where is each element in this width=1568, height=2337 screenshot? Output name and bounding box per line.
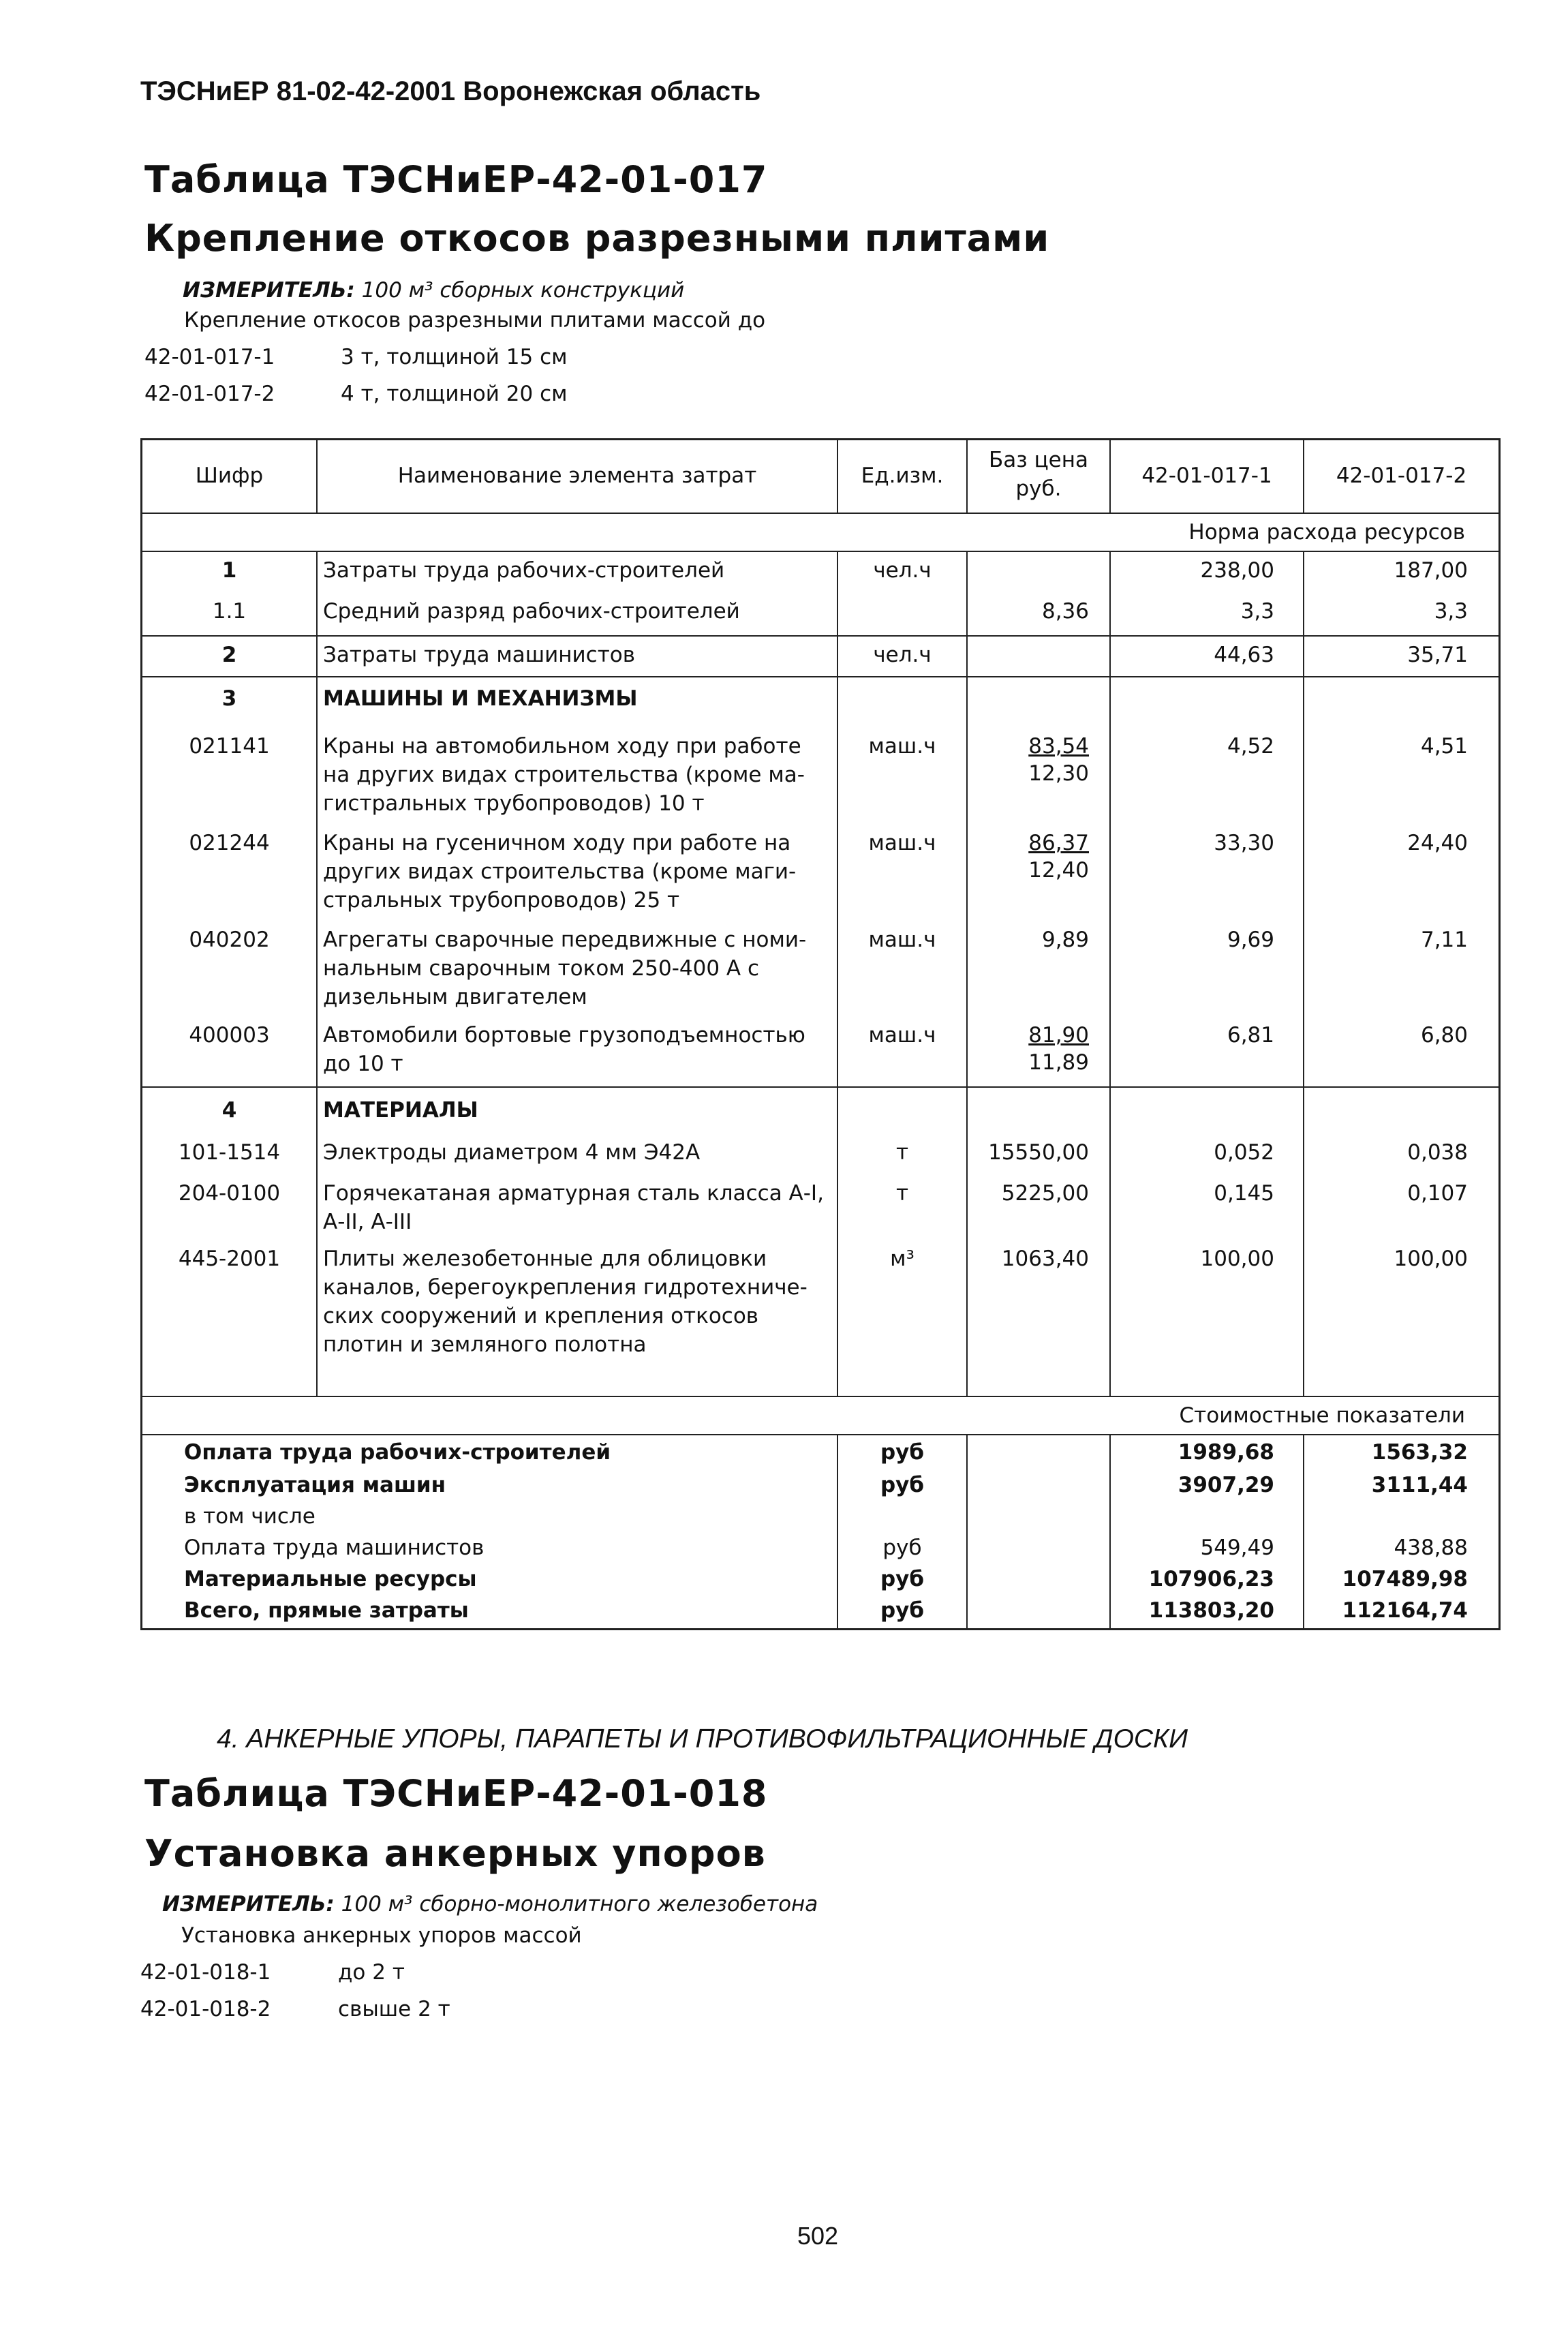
- row-unit: чел.ч: [873, 643, 932, 667]
- row-name: Автомобили бортовые грузоподъемностью до 10 т: [323, 1023, 805, 1076]
- row-name: Средний разряд рабочих-строителей: [323, 599, 740, 624]
- row-price: 8,36: [1041, 599, 1089, 624]
- cost-header: Стоимостные показатели: [1179, 1403, 1465, 1428]
- row-value-2: 6,80: [1420, 1023, 1468, 1048]
- row-value-2: 100,00: [1394, 1247, 1468, 1271]
- row-code: 400003: [189, 1023, 270, 1048]
- row-value-2: 3,3: [1434, 599, 1468, 624]
- row-name: Краны на автомобильном ходу при работе на других видах строительства (кроме ма-гистральных трубопроводов) 10 т: [323, 734, 805, 816]
- row-price: 81,90: [1028, 1023, 1089, 1048]
- row-price: 86,37: [1028, 831, 1089, 855]
- row-code: 021244: [189, 831, 270, 855]
- table-description: Крепление откосов разрезными плитами массой до: [184, 308, 766, 333]
- row-value-2: 24,40: [1407, 831, 1468, 855]
- row-value-1: 9,69: [1227, 928, 1274, 952]
- column-header-unit: Ед.изм.: [861, 463, 944, 488]
- table-title: Таблица ТЭСНиЕР-42-01-018: [144, 1772, 768, 1815]
- norm-header: Норма расхода ресурсов: [1188, 520, 1465, 545]
- row-name: Горячекатаная арматурная сталь класса А-I, А-II, А-III: [323, 1181, 824, 1234]
- variant-code: 42-01-018-2: [140, 1997, 271, 2021]
- row-value-2: 4,51: [1420, 734, 1468, 759]
- meter-label: ИЗМЕРИТЕЛЬ:: [162, 1892, 335, 1916]
- column-header-code: Шифр: [195, 463, 264, 488]
- row-price: 5225,00: [1001, 1181, 1089, 1206]
- row-name: Плиты железобетонные для облицовки каналов, берегоукрепления гидротехниче-ских сооружений и крепления откосов плотин и земляного полотна: [323, 1247, 808, 1357]
- cost-name: Материальные ресурсы: [184, 1567, 477, 1591]
- table-subtitle: Установка анкерных упоров: [144, 1832, 766, 1875]
- row-price: 9,89: [1041, 928, 1089, 952]
- cost-value-1: 113803,20: [1148, 1598, 1274, 1623]
- cost-value-2: 1563,32: [1371, 1440, 1468, 1465]
- variant-code: 42-01-017-1: [144, 345, 275, 369]
- row-code: 040202: [189, 928, 270, 952]
- table-description: Установка анкерных упоров массой: [181, 1923, 582, 1948]
- cost-subnote: в том числе: [184, 1504, 316, 1529]
- column-header-price: Баз цена: [988, 448, 1089, 472]
- cost-unit: руб: [880, 1473, 925, 1497]
- row-value-2: 35,71: [1407, 643, 1468, 667]
- meter-value: 100 м³ сборных конструкций: [361, 278, 685, 303]
- row-price: 15550,00: [988, 1140, 1089, 1165]
- row-code: 1: [221, 558, 237, 583]
- cost-value-1: 107906,23: [1148, 1567, 1274, 1591]
- variant-code: 42-01-018-1: [140, 1960, 271, 1985]
- cost-value-1: 3907,29: [1178, 1473, 1274, 1497]
- cost-name: Эксплуатация машин: [184, 1473, 446, 1497]
- row-unit: маш.ч: [868, 734, 936, 759]
- column-header-variant-2: 42-01-017-2: [1336, 463, 1467, 488]
- cost-name: Оплата труда рабочих-строителей: [184, 1440, 611, 1465]
- table-title: Таблица ТЭСНиЕР-42-01-017: [144, 158, 768, 201]
- row-value-2: 7,11: [1420, 928, 1468, 952]
- row-value-1: 0,052: [1214, 1140, 1274, 1165]
- column-header-price-unit: руб.: [1015, 476, 1062, 501]
- section-title: МАТЕРИАЛЫ: [323, 1098, 478, 1122]
- row-name: Агрегаты сварочные передвижные с номи-нальным сварочным током 250-400 А с дизельным двигателем: [323, 928, 807, 1009]
- row-value-1: 44,63: [1214, 643, 1274, 667]
- row-unit: чел.ч: [873, 558, 932, 583]
- table-subtitle: Крепление откосов разрезными плитами: [144, 217, 1050, 260]
- variant-code: 42-01-017-2: [144, 382, 275, 406]
- row-value-1: 6,81: [1227, 1023, 1274, 1048]
- cost-value-1: 1989,68: [1178, 1440, 1274, 1465]
- row-unit: т: [895, 1140, 909, 1165]
- row-code: 445-2001: [178, 1247, 281, 1271]
- cost-value-2: 112164,74: [1342, 1598, 1468, 1623]
- row-price-secondary: 12,40: [1028, 858, 1089, 883]
- section-title: МАШИНЫ И МЕХАНИЗМЫ: [323, 686, 638, 711]
- document-header: ТЭСНиЕР 81-02-42-2001 Воронежская область: [140, 76, 761, 106]
- row-code: 1.1: [212, 599, 247, 624]
- cost-name: Всего, прямые затраты: [184, 1598, 469, 1623]
- row-name: Затраты труда машинистов: [323, 643, 636, 667]
- column-header-name: Наименование элемента затрат: [397, 463, 757, 488]
- row-code: 021141: [189, 734, 270, 759]
- row-price-secondary: 12,30: [1028, 761, 1089, 786]
- row-unit: м³: [890, 1247, 914, 1271]
- row-price: 1063,40: [1001, 1247, 1089, 1271]
- cost-unit: руб: [880, 1567, 925, 1591]
- row-code: 204-0100: [178, 1181, 281, 1206]
- column-header-variant-1: 42-01-017-1: [1141, 463, 1272, 488]
- page-number: 502: [797, 2222, 839, 2250]
- cost-name: Оплата труда машинистов: [184, 1536, 485, 1560]
- cost-unit: руб: [880, 1598, 925, 1623]
- section-code: 3: [221, 686, 237, 711]
- cost-unit: руб: [882, 1536, 922, 1560]
- row-value-1: 0,145: [1214, 1181, 1274, 1206]
- row-price: 83,54: [1028, 734, 1089, 759]
- cost-value-2: 3111,44: [1371, 1473, 1468, 1497]
- section-heading: 4. АНКЕРНЫЕ УПОРЫ, ПАРАПЕТЫ И ПРОТИВОФИЛЬТРАЦИОННЫЕ ДОСКИ: [217, 1724, 1188, 1754]
- row-unit: маш.ч: [868, 928, 936, 952]
- variant-text: 4 т, толщиной 20 см: [341, 382, 568, 406]
- row-unit: маш.ч: [868, 831, 936, 855]
- variant-text: свыше 2 т: [338, 1997, 450, 2021]
- meter-value: 100 м³ сборно-монолитного железобетона: [341, 1892, 818, 1916]
- meter-line: [162, 1892, 818, 1916]
- row-code: 2: [221, 643, 237, 667]
- cost-value-2: 438,88: [1394, 1536, 1468, 1560]
- row-value-1: 4,52: [1227, 734, 1274, 759]
- row-price-secondary: 11,89: [1028, 1050, 1089, 1075]
- row-name: Краны на гусеничном ходу при работе на других видах строительства (кроме маги-стральных трубопроводов) 25 т: [323, 831, 797, 913]
- meter-label: ИЗМЕРИТЕЛЬ:: [183, 278, 355, 303]
- row-value-1: 3,3: [1240, 599, 1274, 624]
- row-value-2: 0,107: [1407, 1181, 1468, 1206]
- row-name: Затраты труда рабочих-строителей: [323, 558, 725, 583]
- section-code: 4: [221, 1098, 237, 1122]
- row-value-2: 187,00: [1394, 558, 1468, 583]
- cost-unit: руб: [880, 1440, 925, 1465]
- meter-line: [183, 278, 684, 303]
- variant-text: до 2 т: [338, 1960, 405, 1985]
- cost-value-1: 549,49: [1200, 1536, 1274, 1560]
- row-value-1: 100,00: [1200, 1247, 1274, 1271]
- row-name: Электроды диаметром 4 мм Э42А: [323, 1140, 701, 1165]
- row-value-1: 33,30: [1214, 831, 1274, 855]
- row-value-1: 238,00: [1200, 558, 1274, 583]
- row-unit: т: [895, 1181, 909, 1206]
- row-unit: маш.ч: [868, 1023, 936, 1048]
- row-value-2: 0,038: [1407, 1140, 1468, 1165]
- cost-value-2: 107489,98: [1342, 1567, 1468, 1591]
- variant-text: 3 т, толщиной 15 см: [341, 345, 568, 369]
- row-code: 101-1514: [178, 1140, 281, 1165]
